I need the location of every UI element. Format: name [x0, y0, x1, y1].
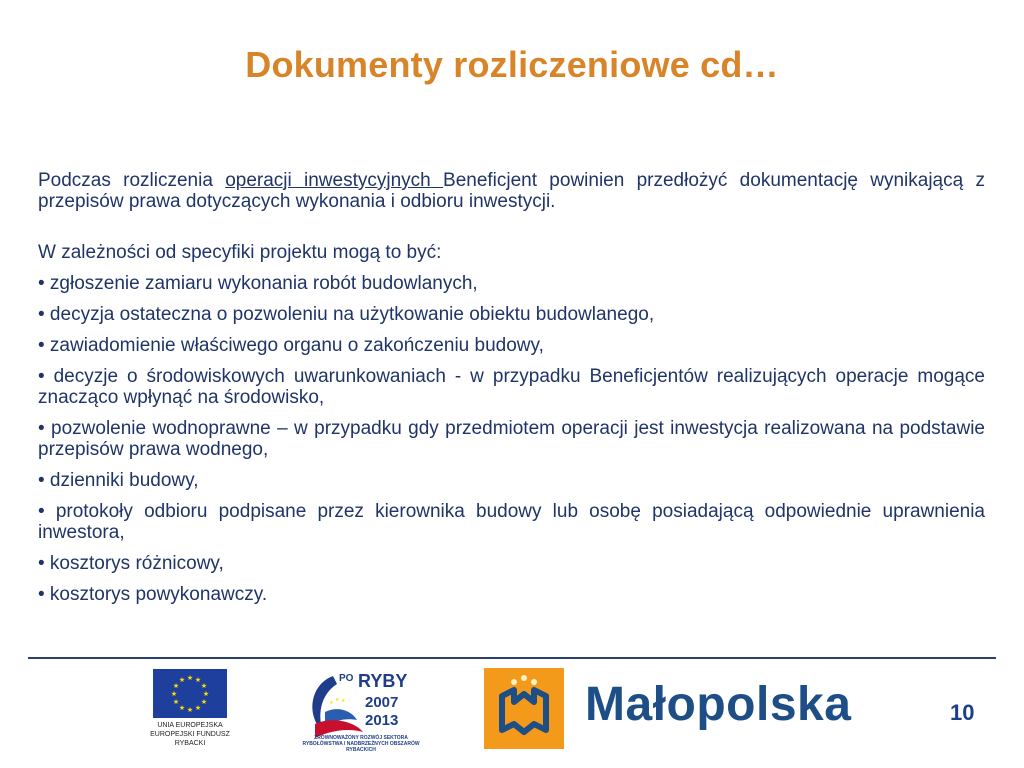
list-item: • kosztorys różnicowy,	[38, 553, 224, 574]
list-item: • dzienniki budowy,	[38, 470, 199, 491]
malopolska-wordmark: Małopolska	[585, 678, 852, 731]
eu-flag-logo	[153, 669, 227, 718]
svg-text:PO: PO	[339, 673, 354, 684]
slide-body	[38, 170, 985, 615]
list-item: • zgłoszenie zamiaru wykonania robót budowlanych,	[38, 273, 478, 294]
footer-divider	[28, 657, 996, 659]
svg-text:2013: 2013	[365, 712, 399, 729]
intro-paragraph: Podczas rozliczenia operacji inwestycyjnych Beneficjent powinien przedłożyć dokumentację wynikającą z przepisów prawa dotyczących wykonania i odbioru inwestycji.	[38, 170, 985, 212]
svg-text:★: ★	[200, 698, 208, 706]
svg-text:★: ★	[341, 698, 346, 704]
svg-text:★: ★	[172, 682, 180, 690]
svg-text:★: ★	[186, 706, 194, 714]
svg-text:★: ★	[172, 698, 180, 706]
svg-text:★: ★	[335, 697, 340, 703]
malopolska-emblem-logo	[484, 668, 564, 749]
list-lead: W zależności od specyfiki projektu mogą to być:	[38, 242, 442, 263]
svg-text:★: ★	[329, 700, 334, 706]
list-item: • kosztorys powykonawczy.	[38, 584, 268, 605]
svg-text:★: ★	[186, 674, 194, 682]
svg-text:★: ★	[194, 704, 202, 712]
svg-text:★: ★	[178, 704, 186, 712]
svg-text:★: ★	[194, 676, 202, 684]
list-item: • decyzje o środowiskowych uwarunkowaniach - w przypadku Beneficjentów realizujących operacje mogące znacząco wpłynąć na środowisko,	[38, 366, 985, 408]
svg-text:2007: 2007	[365, 694, 399, 711]
list-item: • decyzja ostateczna o pozwoleniu na użytkowanie obiektu budowlanego,	[38, 304, 655, 325]
page-number: 10	[950, 700, 975, 725]
list-item: • zawiadomienie właściwego organu o zakończeniu budowy,	[38, 335, 544, 356]
svg-text:★: ★	[200, 682, 208, 690]
svg-text:★: ★	[170, 690, 178, 698]
list-item: • pozwolenie wodnoprawne – w przypadku gdy przedmiotem operacji jest inwestycja realizowana na podstawie przepisów prawa wodnego,	[38, 418, 985, 460]
list-item: • protokoły odbioru podpisane przez kierownika budowy lub osobę posiadającą odpowiednie uprawnienia inwestora,	[38, 501, 985, 543]
svg-text:★: ★	[178, 676, 186, 684]
slide-title: Dokumenty rozliczeniowe cd…	[245, 44, 779, 85]
po-ryby-caption: ZRÓWNOWAŻONY ROZWÓJ SEKTORA RYBOŁÓWSTWA I NADBRZEŻNYCH OBSZARÓW RYBACKICH	[302, 735, 420, 753]
svg-text:★: ★	[202, 690, 210, 698]
eu-caption: UNIA EUROPEJSKA EUROPEJSKI FUNDUSZ RYBACKI	[150, 722, 230, 747]
underlined-phrase: operacji inwestycyjnych	[225, 170, 444, 191]
svg-text:RYBY: RYBY	[358, 671, 408, 691]
